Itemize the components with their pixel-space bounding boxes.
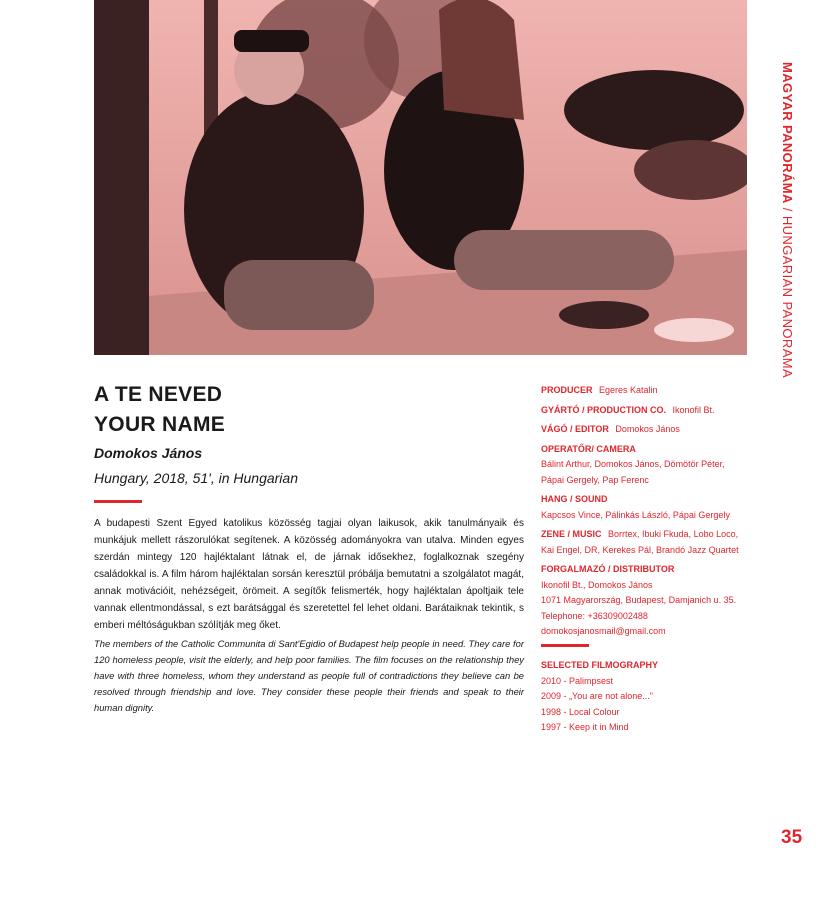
title-divider bbox=[94, 500, 142, 503]
credit-music bbox=[541, 527, 751, 543]
credit-value: Ikonofil Bt., Domokos János bbox=[541, 579, 653, 590]
credit-label: ZENE / MUSIC bbox=[541, 529, 602, 539]
section-label-en: / HUNGARIAN PANORAMA bbox=[780, 203, 795, 379]
credits-divider bbox=[541, 644, 589, 647]
film-metadata: Hungary, 2018, 51', in Hungarian bbox=[94, 470, 298, 486]
credit-label: HANG / SOUND bbox=[541, 494, 608, 504]
credits-block bbox=[541, 383, 751, 640]
credit-value: Pápai Gergely, Pap Ferenc bbox=[541, 474, 649, 485]
credit-value: Telephone: +36309002488 bbox=[541, 610, 648, 621]
credit-value: Ikonofil Bt. bbox=[672, 404, 715, 415]
credit-email[interactable]: domokosjanosmail@gmail.com bbox=[541, 626, 666, 636]
credit-label: PRODUCER bbox=[541, 385, 593, 395]
director-name: Domokos János bbox=[94, 445, 203, 461]
credit-label: GYÁRTÓ / PRODUCTION CO. bbox=[541, 404, 667, 415]
credit-value: Kai Engel, DR, Kerekes Pál, Brandó Jazz Quartet bbox=[541, 544, 739, 555]
credit-value: Borrtex, Ibuki Fkuda, Lobo Loco, bbox=[608, 529, 739, 539]
page-number: 35 bbox=[781, 827, 803, 848]
filmography-item: 1997 - Keep it in Mind bbox=[541, 722, 629, 732]
credit-production bbox=[541, 403, 751, 419]
credit-camera bbox=[541, 442, 751, 458]
filmography-item: 2009 - „You are not alone..." bbox=[541, 691, 653, 701]
filmography-block bbox=[541, 658, 751, 736]
film-still-photo bbox=[94, 0, 747, 355]
credit-label: OPERATŐR/ CAMERA bbox=[541, 443, 636, 454]
filmography-heading: SELECTED FILMOGRAPHY bbox=[541, 660, 659, 670]
film-title-hungarian: A TE NEVED bbox=[94, 383, 223, 406]
synopsis-hungarian: A budapesti Szent Egyed katolikus közösség tagjai olyan laikusok, akik tanulmányaik és munkájuk mellett rászorulókat segítenek. A közösség adományokra van utalva. Minden egyes szerdán mintegy 120 hajléktalant látnak el, de járnak idősekhez, foglalkoznak szegény családokkal is. A film három hajléktalan sorsán keresztül próbálja bemutatni a szolgálatot magát, annak motivációit, nehézségeit, örömeit. A segítők felismerték, hogy hajléktalan ápoltjaik tele vannak ellentmondással, s ezt barátsággal és szeretettel fel lehet oldani. Barátaiknak tekintik, s emberi méltóságukban szólítják meg őket. bbox=[94, 518, 524, 631]
credit-distributor bbox=[541, 562, 751, 578]
credit-value: 1071 Magyarország, Budapest, Damjanich u. 35. bbox=[541, 595, 737, 605]
section-label bbox=[779, 62, 799, 379]
credit-value: Domokos János bbox=[615, 424, 680, 434]
credit-producer bbox=[541, 383, 751, 399]
film-title-english: YOUR NAME bbox=[94, 413, 226, 436]
synopsis-english: The members of the Catholic Communita di Sant'Egidio of Budapest help people in need. They care for 120 homeless people, visit the elderly, and help poor families. The film focuses on the relationship they have with three homeless, whom they understand as people full of contradictions they believe can be resolved through friendship and love. They consider these people their friends and speak to their human dignity. bbox=[94, 638, 524, 713]
filmography-item: 2010 - Palimpsest bbox=[541, 675, 614, 686]
credit-sound bbox=[541, 492, 751, 508]
section-label-hu: MAGYAR PANORÁMA bbox=[780, 62, 795, 204]
credit-value: Bálint Arthur, Domokos János, Dömötör Péter, bbox=[541, 459, 725, 469]
credit-label: FORGALMAZÓ / DISTRIBUTOR bbox=[541, 564, 675, 574]
credit-label: VÁGÓ / EDITOR bbox=[541, 424, 609, 434]
film-still-illustration bbox=[94, 0, 747, 355]
credit-value: Kapcsos Vince, Pálinkás László, Pápai Gergely bbox=[541, 509, 730, 520]
credit-editor bbox=[541, 422, 751, 438]
credit-value: Egeres Katalin bbox=[599, 385, 658, 395]
filmography-item: 1998 - Local Colour bbox=[541, 706, 620, 717]
